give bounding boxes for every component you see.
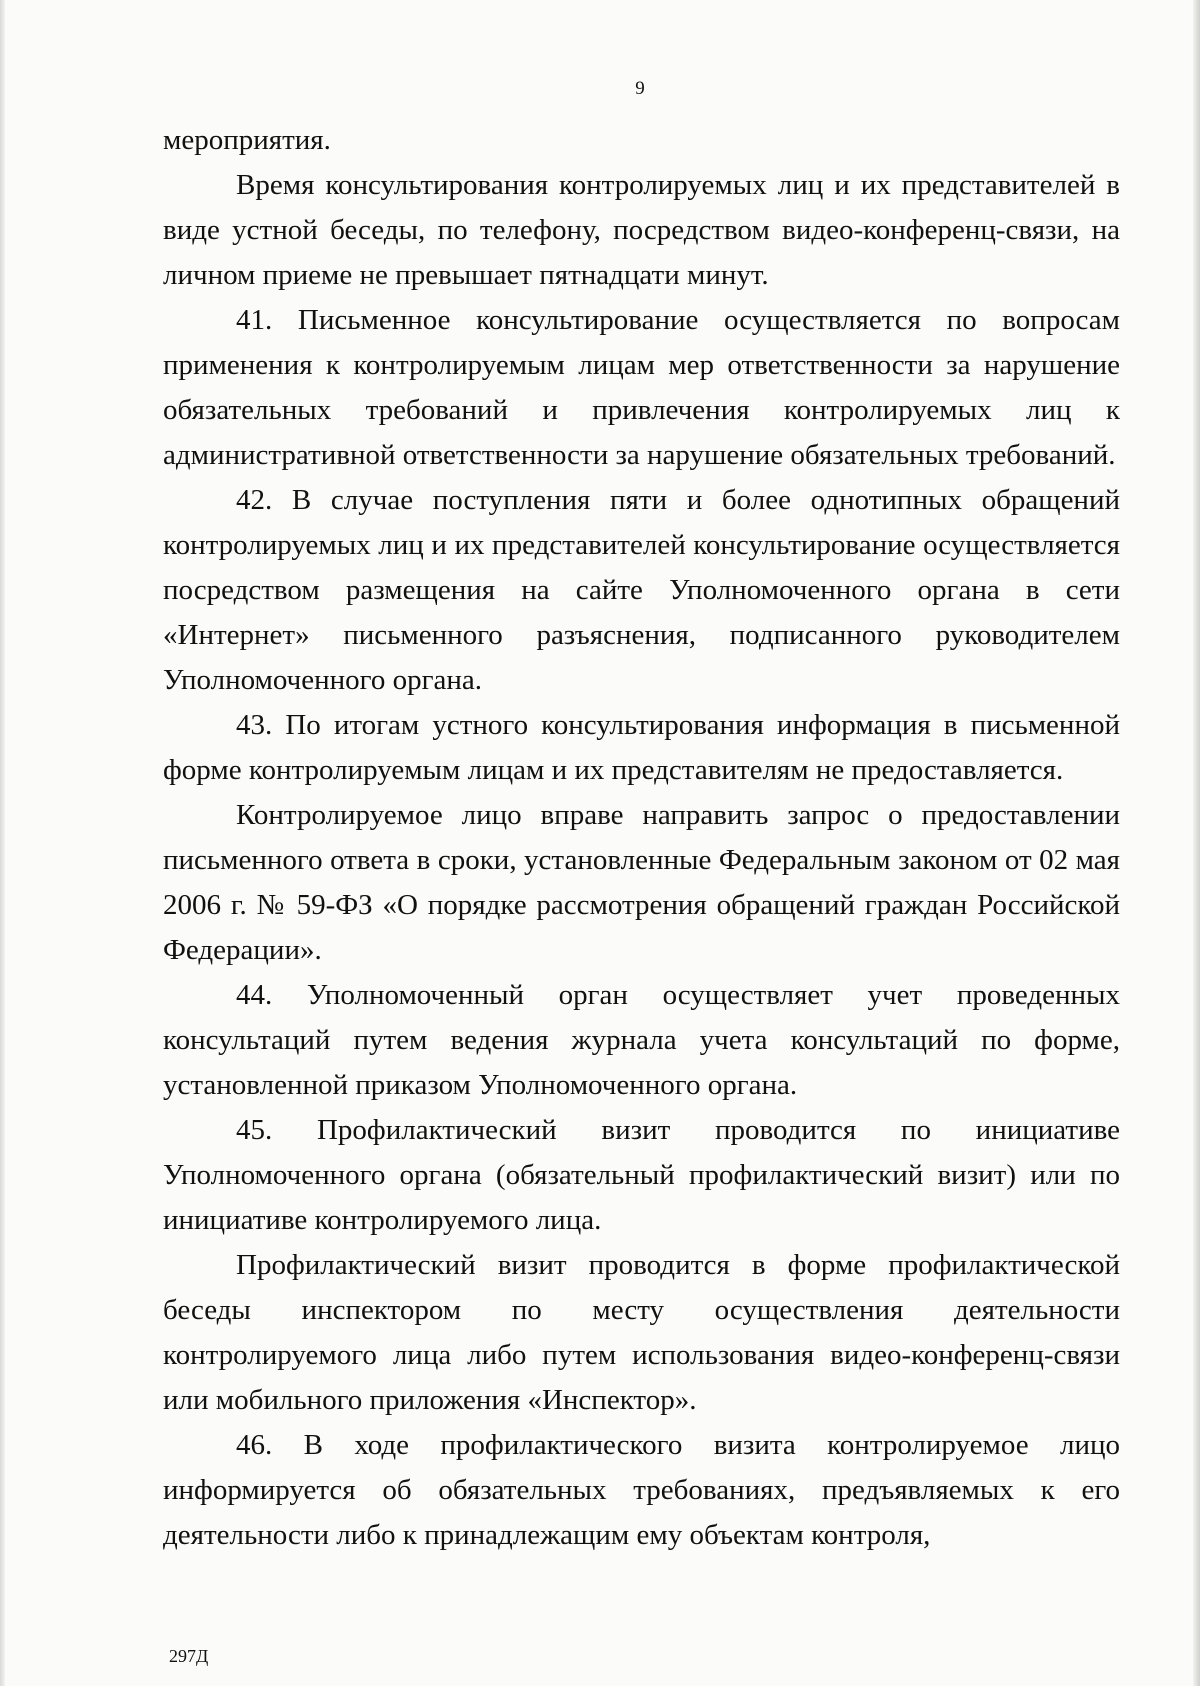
- page-number: 9: [635, 78, 645, 99]
- paragraph-written-request: Контролируемое лицо вправе направить запрос о предоставлении письменного ответа в сроки, установленные Федеральным законом от 02 мая 2006 г. № 59-ФЗ «О порядке рассмотрения обращений граждан Российской Федерации».: [163, 799, 1120, 966]
- document-code: 297Д: [169, 1646, 209, 1666]
- paragraph-43: 43. По итогам устного консультирования информация в письменной форме контролируемым лицам и их представителям не предоставляется.: [163, 709, 1120, 786]
- paragraph-44: 44. Уполномоченный орган осуществляет учет проведенных консультаций путем ведения журнала учета консультаций по форме, установленной приказом Уполномоченного органа.: [163, 979, 1120, 1101]
- scan-edge-right: [1193, 0, 1200, 1686]
- paragraph-visit-form: Профилактический визит проводится в форме профилактической беседы инспектором по месту осуществления деятельности контролируемого лица либо путем использования видео-конференц-связи или мобильного приложения «Инспектор».: [163, 1249, 1120, 1416]
- paragraph-45: 45. Профилактический визит проводится по инициативе Уполномоченного органа (обязательный профилактический визит) или по инициативе контролируемого лица.: [163, 1114, 1120, 1236]
- paragraph-consultation-time: Время консультирования контролируемых лиц и их представителей в виде устной беседы, по телефону, посредством видео-конференц-связи, на личном приеме не превышает пятнадцати минут.: [163, 169, 1120, 291]
- paragraph-46: 46. В ходе профилактического визита контролируемое лицо информируется об обязательных требованиях, предъявляемых к его деятельности либо к принадлежащим ему объектам контроля,: [163, 1429, 1120, 1551]
- scan-edge-left: [0, 0, 5, 1686]
- document-body: [163, 118, 1120, 1558]
- paragraph-41: 41. Письменное консультирование осуществляется по вопросам применения к контролируемым лицам мер ответственности за нарушение обязательных требований и привлечения контролируемых лиц к административной ответственности за нарушение обязательных требований.: [163, 304, 1120, 471]
- paragraph-continuation: мероприятия.: [163, 124, 331, 156]
- paragraph-42: 42. В случае поступления пяти и более однотипных обращений контролируемых лиц и их представителей консультирование осуществляется посредством размещения на сайте Уполномоченного органа в сети «Интернет» письменного разъяснения, подписанного руководителем Уполномоченного органа.: [163, 484, 1120, 696]
